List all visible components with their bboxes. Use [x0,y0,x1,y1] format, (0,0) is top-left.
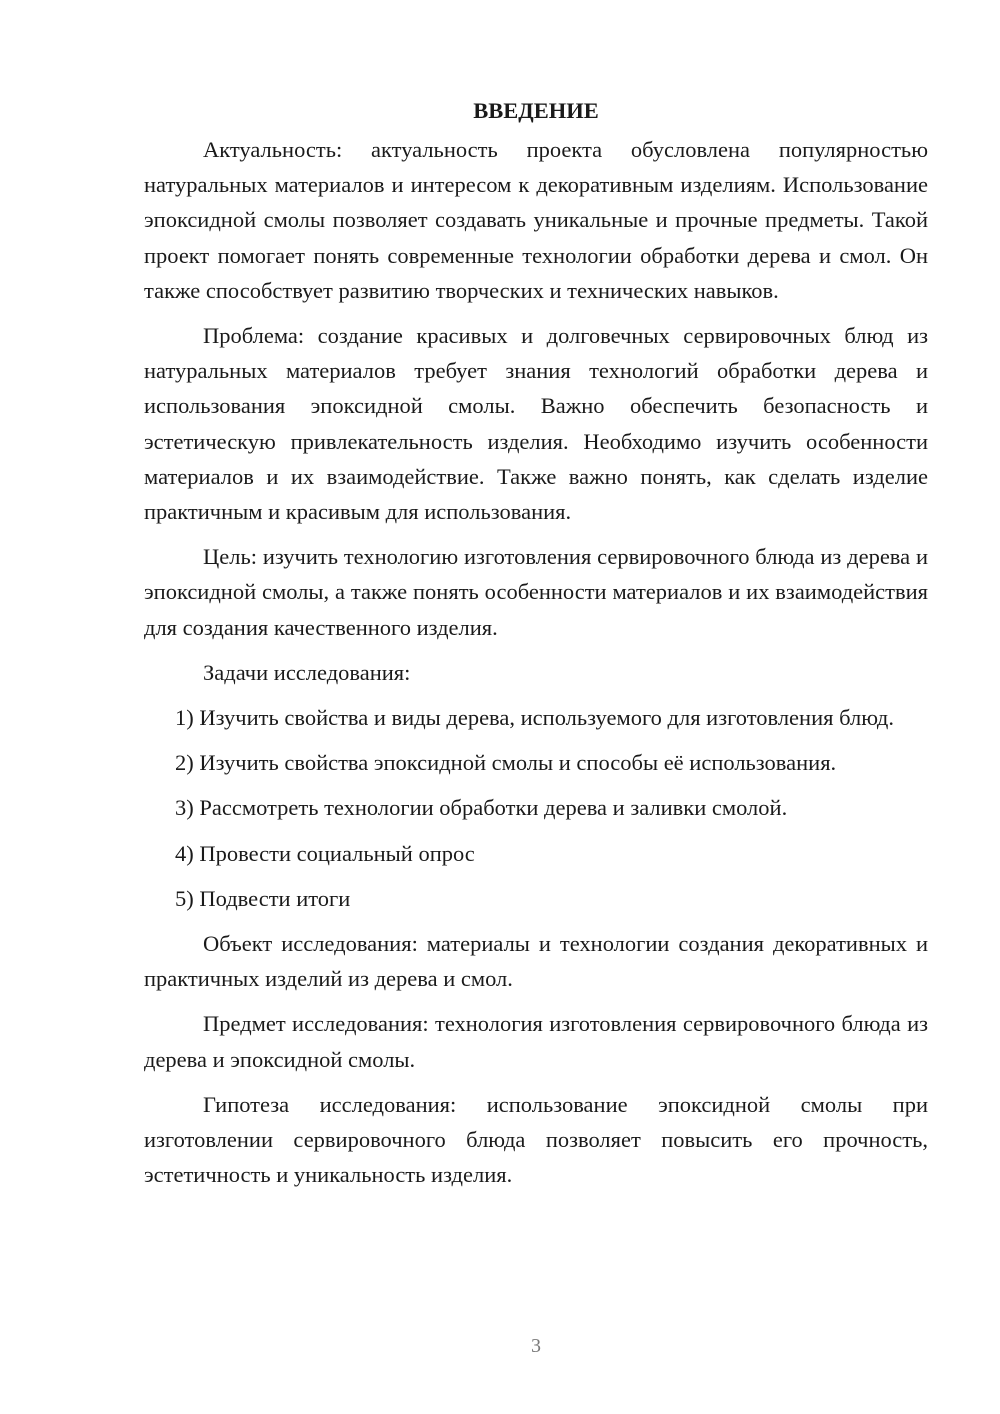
paragraph-subject: Предмет исследования: технология изготовления сервировочного блюда из дерева и эпоксидной смолы. [144,1011,928,1072]
paragraph-goal: Цель: изучить технологию изготовления сервировочного блюда из дерева и эпоксидной смолы, а также понять особенности материалов и их взаимодействия для создания качественного изделия. [144,544,928,640]
tasks-heading: Задачи исследования: [203,659,411,685]
task-item-5: 5) Подвести итоги [175,885,351,911]
paragraph-problem: Проблема: создание красивых и долговечных сервировочных блюд из натуральных материалов требует знания технологий обработки дерева и использования эпоксидной смолы. Важно обеспечить безопасность и эстетическую привлекательность изделия. Необходимо изучить особенности материалов и их взаимодействие. Также важно понять, как сделать изделие практичным и красивым для использования. [144,323,928,525]
task-item-3: 3) Рассмотреть технологии обработки дерева и заливки смолой. [175,795,788,821]
paragraph-object: Объект исследования: материалы и технологии создания декоративных и практичных изделий из дерева и смол. [144,931,928,992]
task-item-4: 4) Провести социальный опрос [175,840,475,866]
task-item-2: 2) Изучить свойства эпоксидной смолы и способы её использования. [175,750,837,776]
task-item-1: 1) Изучить свойства и виды дерева, используемого для изготовления блюд. [175,705,894,731]
section-title: ВВЕДЕНИЕ [473,98,599,123]
paragraph-hypothesis: Гипотеза исследования: использование эпоксидной смолы при изготовлении сервировочного блюда позволяет повысить его прочность, эстетичность и уникальность изделия. [144,1091,928,1188]
page-content [144,93,928,1202]
page-number: 3 [531,1335,541,1357]
paragraph-relevance: Актуальность: актуальность проекта обусловлена популярностью натуральных материалов и интересом к декоративным изделиям. Использование эпоксидной смолы позволяет создавать уникальные и прочные предметы. Такой проект помогает понять современные технологии обработки дерева и смол. Он также способствует развитию творческих и технических навыков. [144,137,928,303]
